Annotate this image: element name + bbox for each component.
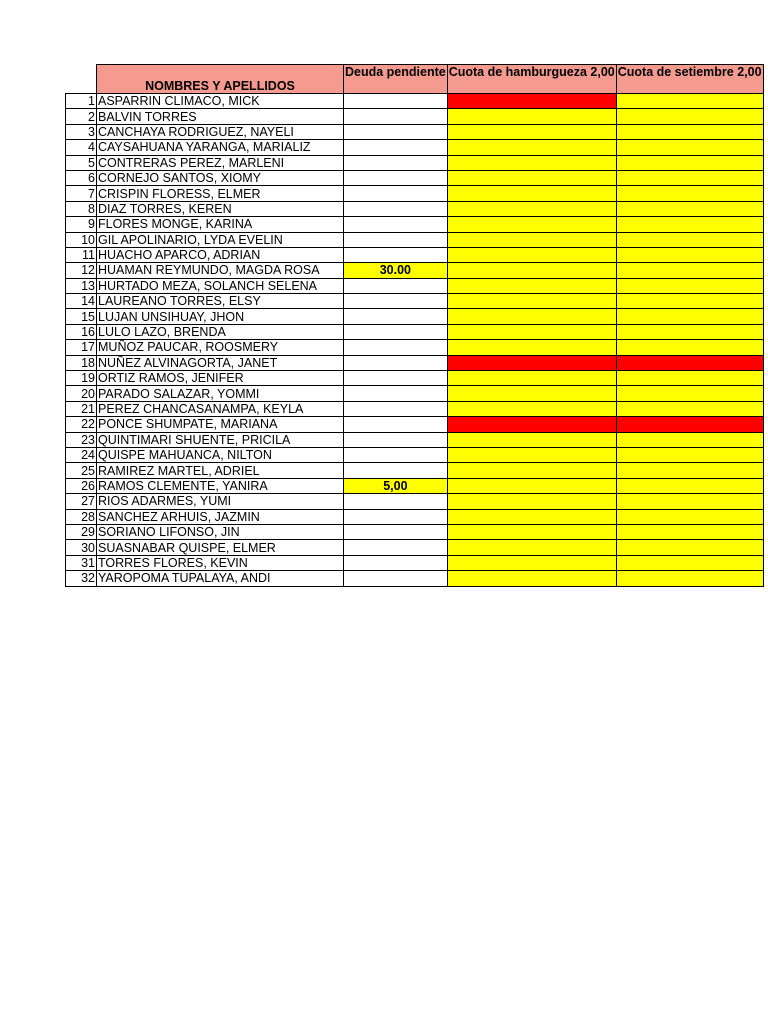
table-row: [66, 294, 764, 309]
burger-fee-cell[interactable]: [447, 294, 616, 309]
september-fee-cell[interactable]: [616, 278, 763, 293]
table-row: [66, 278, 764, 293]
table-row: [66, 555, 764, 570]
table-row: [66, 232, 764, 247]
burger-fee-cell[interactable]: [447, 355, 616, 370]
row-number-cell[interactable]: 21: [66, 401, 97, 416]
row-number-cell[interactable]: 27: [66, 494, 97, 509]
burger-fee-cell[interactable]: [447, 324, 616, 339]
september-fee-cell[interactable]: [616, 155, 763, 170]
debt-cell[interactable]: [344, 509, 448, 524]
burger-fee-cell[interactable]: [447, 478, 616, 493]
burger-fee-cell[interactable]: [447, 109, 616, 124]
row-number-cell[interactable]: 31: [66, 555, 97, 570]
debt-cell[interactable]: [344, 232, 448, 247]
row-number-cell[interactable]: 13: [66, 278, 97, 293]
debt-cell[interactable]: [344, 401, 448, 416]
student-name-cell[interactable]: QUISPE MAHUANCA, NILTON: [97, 447, 344, 462]
debt-cell[interactable]: [344, 170, 448, 185]
row-number-cell[interactable]: 22: [66, 417, 97, 432]
student-name-cell[interactable]: RAMOS CLEMENTE, YANIRA: [97, 478, 344, 493]
student-name-cell[interactable]: CONTRERAS PEREZ, MARLENI: [97, 155, 344, 170]
debt-cell[interactable]: [344, 124, 448, 139]
row-number-cell[interactable]: 26: [66, 478, 97, 493]
debt-cell[interactable]: [344, 324, 448, 339]
burger-fee-cell[interactable]: [447, 432, 616, 447]
debt-cell[interactable]: [344, 386, 448, 401]
burger-fee-cell[interactable]: [447, 278, 616, 293]
debt-cell[interactable]: [344, 447, 448, 462]
burger-fee-cell[interactable]: [447, 170, 616, 185]
header-blank-cell: [66, 65, 97, 94]
debt-cell[interactable]: [344, 309, 448, 324]
september-fee-cell[interactable]: [616, 478, 763, 493]
september-fee-cell[interactable]: [616, 217, 763, 232]
row-number-cell[interactable]: 19: [66, 371, 97, 386]
burger-fee-cell[interactable]: [447, 232, 616, 247]
row-number-cell[interactable]: 20: [66, 386, 97, 401]
table-row: [66, 217, 764, 232]
debt-cell[interactable]: [344, 371, 448, 386]
row-number-cell[interactable]: 28: [66, 509, 97, 524]
september-fee-cell[interactable]: [616, 324, 763, 339]
table-row: [66, 186, 764, 201]
table-row: [66, 571, 764, 586]
september-fee-header[interactable]: Cuota de setiembre 2,00: [616, 65, 763, 94]
september-fee-cell[interactable]: [616, 417, 763, 432]
burger-fee-cell[interactable]: [447, 94, 616, 109]
burger-fee-cell[interactable]: [447, 140, 616, 155]
payment-sheet: [65, 64, 764, 587]
table-row: [66, 340, 764, 355]
september-fee-cell[interactable]: [616, 447, 763, 462]
row-number-cell[interactable]: 17: [66, 340, 97, 355]
row-number-cell[interactable]: 4: [66, 140, 97, 155]
row-number-cell[interactable]: 30: [66, 540, 97, 555]
row-number-cell[interactable]: 25: [66, 463, 97, 478]
debt-cell[interactable]: [344, 201, 448, 216]
debt-cell[interactable]: [344, 340, 448, 355]
debt-header[interactable]: Deuda pendiente: [344, 65, 448, 94]
burger-fee-cell[interactable]: [447, 463, 616, 478]
table-row: [66, 386, 764, 401]
september-fee-cell[interactable]: [616, 494, 763, 509]
burger-fee-cell[interactable]: [447, 124, 616, 139]
student-name-cell[interactable]: HUAMAN REYMUNDO, MAGDA ROSA: [97, 263, 344, 278]
table-row: [66, 324, 764, 339]
row-number-cell[interactable]: 32: [66, 571, 97, 586]
burger-fee-cell[interactable]: [447, 524, 616, 539]
september-fee-cell[interactable]: [616, 201, 763, 216]
burger-fee-cell[interactable]: [447, 340, 616, 355]
september-fee-cell[interactable]: [616, 94, 763, 109]
row-number-cell[interactable]: 11: [66, 247, 97, 262]
table-row: [66, 309, 764, 324]
student-name-cell[interactable]: CAYSAHUANA YARANGA, MARIALIZ: [97, 140, 344, 155]
table-row: [66, 109, 764, 124]
burger-fee-cell[interactable]: [447, 447, 616, 462]
student-name-cell[interactable]: LULO LAZO, BRENDA: [97, 324, 344, 339]
debt-cell[interactable]: [344, 140, 448, 155]
row-number-cell[interactable]: 1: [66, 94, 97, 109]
debt-cell[interactable]: [344, 217, 448, 232]
row-number-cell[interactable]: 6: [66, 170, 97, 185]
student-name-cell[interactable]: CORNEJO SANTOS, XIOMY: [97, 170, 344, 185]
burger-fee-cell[interactable]: [447, 494, 616, 509]
debt-cell[interactable]: [344, 524, 448, 539]
september-fee-cell[interactable]: [616, 170, 763, 185]
september-fee-cell[interactable]: [616, 340, 763, 355]
september-fee-cell[interactable]: [616, 294, 763, 309]
debt-cell[interactable]: [344, 417, 448, 432]
debt-cell[interactable]: [344, 186, 448, 201]
september-fee-cell[interactable]: [616, 540, 763, 555]
debt-cell[interactable]: [344, 247, 448, 262]
debt-cell[interactable]: [344, 294, 448, 309]
student-name-cell[interactable]: CRISPIN FLORESS, ELMER: [97, 186, 344, 201]
table-row: [66, 463, 764, 478]
student-name-cell[interactable]: LAUREANO TORRES, ELSY: [97, 294, 344, 309]
table-row: [66, 371, 764, 386]
table-row: [66, 140, 764, 155]
september-fee-cell[interactable]: [616, 186, 763, 201]
table-row: [66, 355, 764, 370]
burger-fee-cell[interactable]: [447, 201, 616, 216]
student-name-cell[interactable]: MUÑOZ PAUCAR, ROOSMERY: [97, 340, 344, 355]
september-fee-cell[interactable]: [616, 124, 763, 139]
table-row: [66, 401, 764, 416]
table-row: [66, 417, 764, 432]
debt-cell[interactable]: [344, 432, 448, 447]
names-header[interactable]: NOMBRES Y APELLIDOS: [97, 65, 344, 94]
student-rows: [66, 94, 764, 587]
burger-fee-cell[interactable]: [447, 509, 616, 524]
student-name-cell[interactable]: PARADO SALAZAR, YOMMI: [97, 386, 344, 401]
table-row: [66, 155, 764, 170]
september-fee-cell[interactable]: [616, 247, 763, 262]
burger-fee-cell[interactable]: [447, 155, 616, 170]
september-fee-cell[interactable]: [616, 109, 763, 124]
student-name-cell[interactable]: QUINTIMARI SHUENTE, PRICILA: [97, 432, 344, 447]
row-number-cell[interactable]: 18: [66, 355, 97, 370]
row-number-cell[interactable]: 16: [66, 324, 97, 339]
burger-fee-header[interactable]: Cuota de hamburgueza 2,00: [447, 65, 616, 94]
burger-fee-cell[interactable]: [447, 371, 616, 386]
september-fee-cell[interactable]: [616, 571, 763, 586]
table-row: [66, 94, 764, 109]
debt-cell[interactable]: [344, 109, 448, 124]
september-fee-cell[interactable]: [616, 371, 763, 386]
burger-fee-cell[interactable]: [447, 309, 616, 324]
burger-fee-cell[interactable]: [447, 386, 616, 401]
table-row: [66, 447, 764, 462]
student-name-cell[interactable]: DIAZ TORRES, KEREN: [97, 201, 344, 216]
burger-fee-cell[interactable]: [447, 247, 616, 262]
debt-cell[interactable]: [344, 463, 448, 478]
student-name-cell[interactable]: HURTADO MEZA, SOLANCH SELENA: [97, 278, 344, 293]
burger-fee-cell[interactable]: [447, 540, 616, 555]
burger-fee-cell[interactable]: [447, 186, 616, 201]
row-number-cell[interactable]: 2: [66, 109, 97, 124]
debt-cell[interactable]: 30.00: [344, 263, 448, 278]
student-name-cell[interactable]: FLORES MONGE, KARINA: [97, 217, 344, 232]
september-fee-cell[interactable]: [616, 463, 763, 478]
september-fee-cell[interactable]: [616, 232, 763, 247]
student-name-cell[interactable]: LUJAN UNSIHUAY, JHON: [97, 309, 344, 324]
row-number-cell[interactable]: 10: [66, 232, 97, 247]
table-row: [66, 540, 764, 555]
debt-cell[interactable]: [344, 555, 448, 570]
student-name-cell[interactable]: GIL APOLINARIO, LYDA EVELIN: [97, 232, 344, 247]
row-number-cell[interactable]: 5: [66, 155, 97, 170]
debt-cell[interactable]: [344, 155, 448, 170]
september-fee-cell[interactable]: [616, 509, 763, 524]
table-row: [66, 432, 764, 447]
september-fee-cell[interactable]: [616, 555, 763, 570]
student-name-cell[interactable]: PEREZ CHANCASANAMPA, KEYLA: [97, 401, 344, 416]
debt-cell[interactable]: [344, 94, 448, 109]
row-number-cell[interactable]: 3: [66, 124, 97, 139]
student-name-cell[interactable]: SUASNABAR QUISPE, ELMER: [97, 540, 344, 555]
student-name-cell[interactable]: PONCE SHUMPATE, MARIANA: [97, 417, 344, 432]
table-row: [66, 524, 764, 539]
burger-fee-cell[interactable]: [447, 417, 616, 432]
student-name-cell[interactable]: RAMIREZ MARTEL, ADRIEL: [97, 463, 344, 478]
student-name-cell[interactable]: ASPARRIN CLIMACO, MICK: [97, 94, 344, 109]
row-number-cell[interactable]: 15: [66, 309, 97, 324]
row-number-cell[interactable]: 12: [66, 263, 97, 278]
row-number-cell[interactable]: 7: [66, 186, 97, 201]
september-fee-cell[interactable]: [616, 386, 763, 401]
student-name-cell[interactable]: RIOS ADARMES, YUMI: [97, 494, 344, 509]
table-row: [66, 478, 764, 493]
september-fee-cell[interactable]: [616, 524, 763, 539]
table-row: [66, 494, 764, 509]
table-row: [66, 124, 764, 139]
table-row: [66, 201, 764, 216]
row-number-cell[interactable]: 14: [66, 294, 97, 309]
table-row: [66, 247, 764, 262]
burger-fee-cell[interactable]: [447, 571, 616, 586]
student-name-cell[interactable]: ORTIZ RAMOS, JENIFER: [97, 371, 344, 386]
student-name-cell[interactable]: CANCHAYA RODRIGUEZ, NAYELI: [97, 124, 344, 139]
student-name-cell[interactable]: SANCHEZ ARHUIS, JAZMIN: [97, 509, 344, 524]
september-fee-cell[interactable]: [616, 355, 763, 370]
student-name-cell[interactable]: SORIANO LIFONSO, JIN: [97, 524, 344, 539]
row-number-cell[interactable]: 29: [66, 524, 97, 539]
table-row: [66, 170, 764, 185]
burger-fee-cell[interactable]: [447, 263, 616, 278]
row-number-cell[interactable]: 8: [66, 201, 97, 216]
september-fee-cell[interactable]: [616, 309, 763, 324]
header-row: [66, 65, 764, 94]
debt-cell[interactable]: 5,00: [344, 478, 448, 493]
debt-cell[interactable]: [344, 540, 448, 555]
student-name-cell[interactable]: NUÑEZ ALVINAGORTA, JANET: [97, 355, 344, 370]
debt-cell[interactable]: [344, 571, 448, 586]
student-name-cell[interactable]: TORRES FLORES, KEVIN: [97, 555, 344, 570]
row-number-cell[interactable]: 23: [66, 432, 97, 447]
student-name-cell[interactable]: HUACHO APARCO, ADRIAN: [97, 247, 344, 262]
debt-cell[interactable]: [344, 355, 448, 370]
september-fee-cell[interactable]: [616, 263, 763, 278]
september-fee-cell[interactable]: [616, 432, 763, 447]
student-name-cell[interactable]: YAROPOMA TUPALAYA, ANDI: [97, 571, 344, 586]
table-row: [66, 509, 764, 524]
student-name-cell[interactable]: BALVIN TORRES: [97, 109, 344, 124]
burger-fee-cell[interactable]: [447, 401, 616, 416]
debt-cell[interactable]: [344, 278, 448, 293]
table-row: [66, 263, 764, 278]
row-number-cell[interactable]: 9: [66, 217, 97, 232]
debt-cell[interactable]: [344, 494, 448, 509]
burger-fee-cell[interactable]: [447, 555, 616, 570]
burger-fee-cell[interactable]: [447, 217, 616, 232]
september-fee-cell[interactable]: [616, 140, 763, 155]
september-fee-cell[interactable]: [616, 401, 763, 416]
row-number-cell[interactable]: 24: [66, 447, 97, 462]
